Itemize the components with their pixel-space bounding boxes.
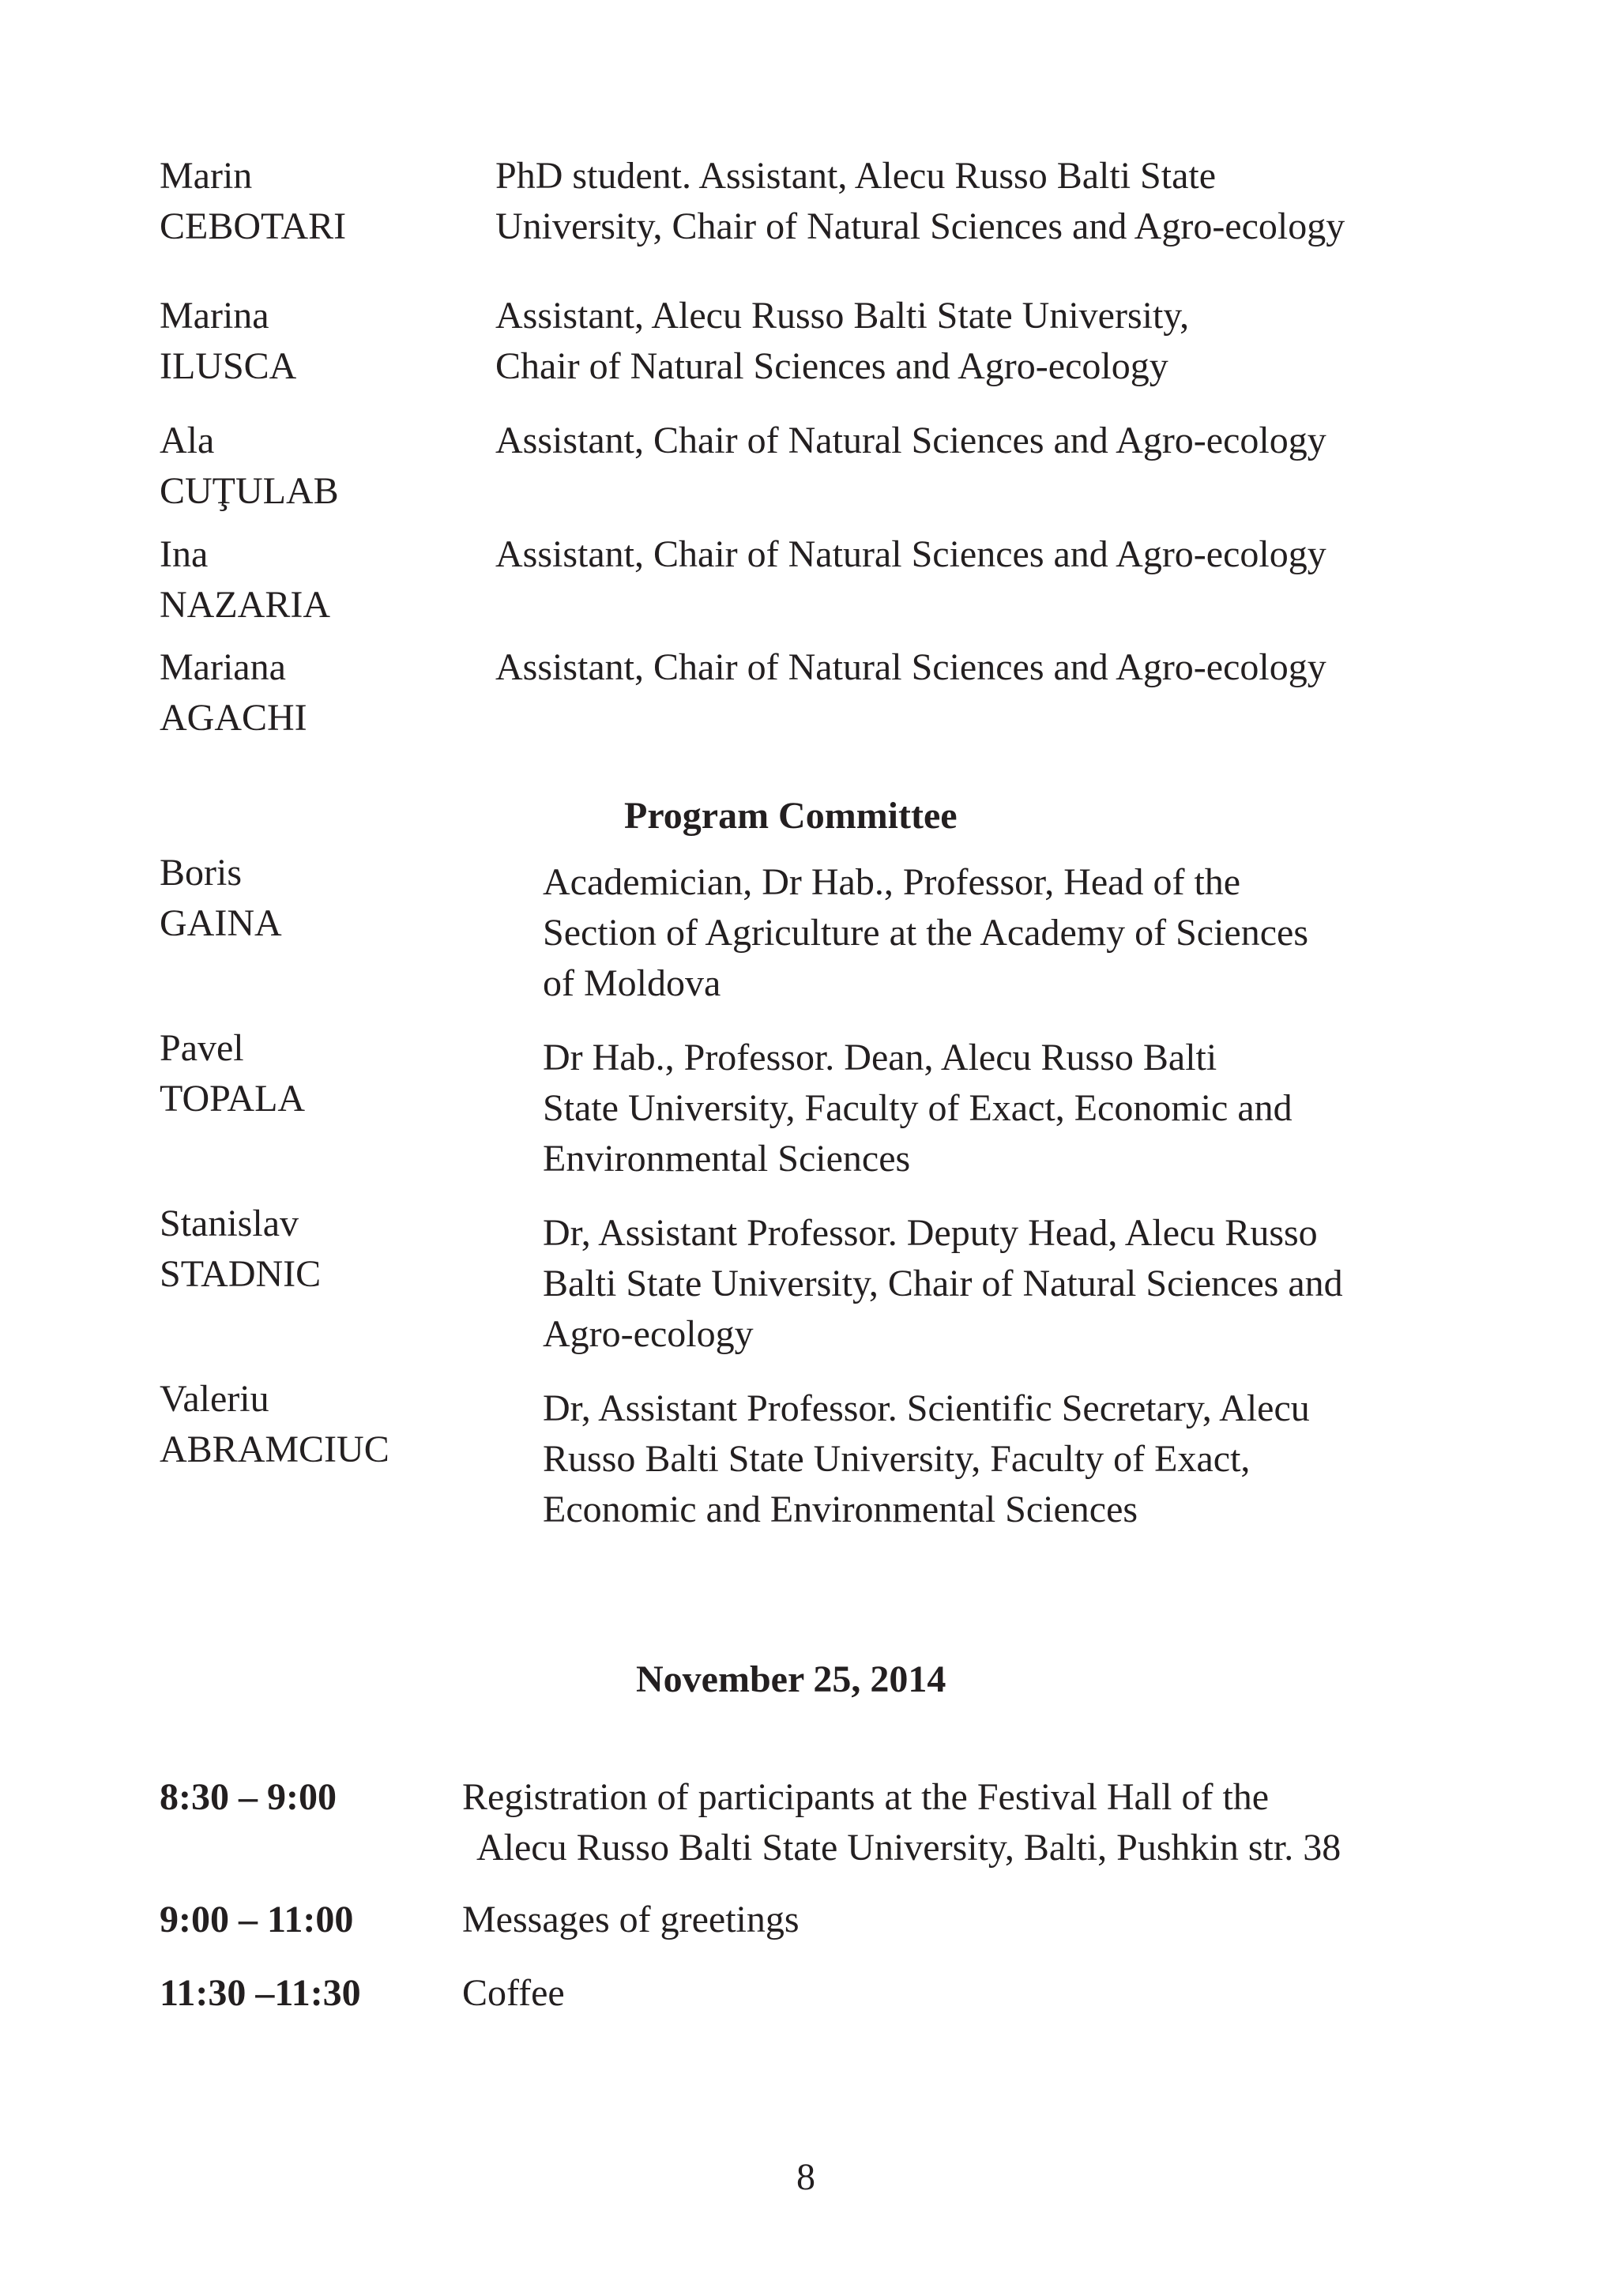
first-name: Pavel bbox=[160, 1027, 244, 1069]
first-name: Ina bbox=[160, 533, 209, 575]
member-name bbox=[160, 1023, 476, 1124]
member-name bbox=[160, 848, 476, 949]
last-name: CEBOTARI bbox=[160, 205, 347, 247]
member-role bbox=[543, 1033, 1618, 1184]
schedule-date-heading: November 25, 2014 bbox=[636, 1658, 946, 1700]
last-name: CUŢULAB bbox=[160, 470, 339, 512]
event-line: Coffee bbox=[462, 1972, 565, 2014]
first-name: Boris bbox=[160, 852, 243, 894]
member-name bbox=[160, 642, 476, 743]
member-name bbox=[160, 1374, 476, 1475]
event-line: Alecu Russo Balti State University, Balti, Pushkin str. 38 bbox=[476, 1827, 1341, 1869]
schedule-event bbox=[462, 1772, 1341, 1873]
schedule-time: 11:30 –11:30 bbox=[160, 1972, 361, 2014]
role-line: Environmental Sciences bbox=[543, 1138, 911, 1180]
role-line: Dr Hab., Professor. Dean, Alecu Russo Balti bbox=[543, 1037, 1217, 1078]
role-line: Section of Agriculture at the Academy of Sciences bbox=[543, 912, 1309, 954]
role-line: Economic and Environmental Sciences bbox=[543, 1489, 1138, 1530]
member-name bbox=[160, 151, 476, 252]
role-line: Assistant, Chair of Natural Sciences and Agro-ecology bbox=[495, 646, 1326, 688]
section-heading: Program Committee bbox=[624, 795, 958, 837]
last-name: ILUSCA bbox=[160, 345, 297, 387]
member-role bbox=[543, 1208, 1618, 1360]
member-name bbox=[160, 1199, 476, 1300]
schedule-time: 9:00 – 11:00 bbox=[160, 1899, 354, 1940]
role-line: of Moldova bbox=[543, 962, 721, 1004]
last-name: STADNIC bbox=[160, 1253, 322, 1295]
role-line: Assistant, Alecu Russo Balti State University, bbox=[495, 295, 1190, 337]
member-name bbox=[160, 291, 476, 392]
last-name: AGACHI bbox=[160, 697, 307, 739]
last-name: GAINA bbox=[160, 902, 282, 944]
schedule-time: 8:30 – 9:00 bbox=[160, 1776, 337, 1818]
first-name: Mariana bbox=[160, 646, 286, 688]
role-line: State University, Faculty of Exact, Economic and bbox=[543, 1087, 1293, 1129]
role-line: Dr, Assistant Professor. Scientific Secretary, Alecu bbox=[543, 1387, 1310, 1429]
member-role bbox=[543, 857, 1618, 1009]
member-role bbox=[495, 529, 1618, 580]
last-name: ABRAMCIUC bbox=[160, 1428, 389, 1470]
first-name: Valeriu bbox=[160, 1378, 269, 1420]
page-number: 8 bbox=[796, 2156, 815, 2198]
member-role bbox=[495, 151, 1618, 252]
role-line: Chair of Natural Sciences and Agro-ecology bbox=[495, 345, 1168, 387]
last-name: TOPALA bbox=[160, 1078, 306, 1120]
role-line: Academician, Dr Hab., Professor, Head of the bbox=[543, 861, 1241, 903]
role-line: Agro-ecology bbox=[543, 1313, 754, 1355]
schedule-event bbox=[462, 1968, 565, 2019]
member-role bbox=[495, 291, 1618, 392]
first-name: Ala bbox=[160, 420, 215, 461]
role-line: Assistant, Chair of Natural Sciences and Agro-ecology bbox=[495, 420, 1326, 461]
first-name: Stanislav bbox=[160, 1203, 299, 1244]
member-name bbox=[160, 416, 476, 517]
role-line: Russo Balti State University, Faculty of Exact, bbox=[543, 1438, 1251, 1480]
event-line: Messages of greetings bbox=[462, 1899, 800, 1940]
member-role bbox=[543, 1383, 1618, 1535]
member-name bbox=[160, 529, 476, 630]
role-line: Dr, Assistant Professor. Deputy Head, Alecu Russo bbox=[543, 1212, 1318, 1254]
event-line: Registration of participants at the Festival Hall of the bbox=[462, 1776, 1270, 1818]
role-line: PhD student. Assistant, Alecu Russo Balti State bbox=[495, 155, 1217, 197]
last-name: NAZARIA bbox=[160, 584, 330, 626]
first-name: Marina bbox=[160, 295, 269, 337]
member-role bbox=[495, 416, 1618, 466]
member-role bbox=[495, 642, 1618, 693]
role-line: Balti State University, Chair of Natural Sciences and bbox=[543, 1263, 1343, 1304]
first-name: Marin bbox=[160, 155, 253, 197]
schedule-event bbox=[462, 1895, 800, 1945]
role-line: Assistant, Chair of Natural Sciences and Agro-ecology bbox=[495, 533, 1326, 575]
role-line: University, Chair of Natural Sciences and Agro-ecology bbox=[495, 205, 1345, 247]
